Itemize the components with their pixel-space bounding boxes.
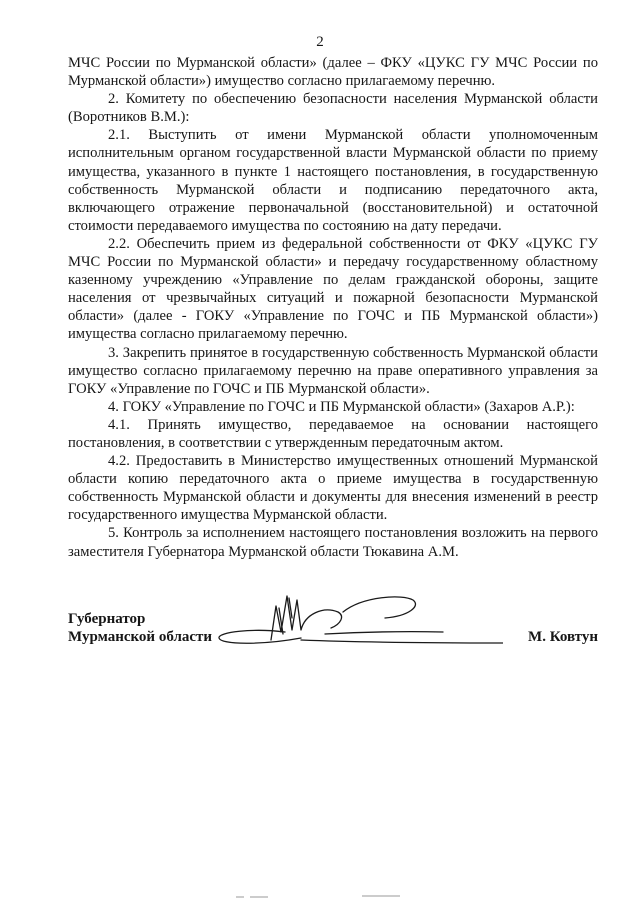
paragraph-item-3: 3. Закрепить принятое в государственную собственность Мурманской области имущество согласно прилагаемому перечню на праве оперативного управления за ГОКУ «Управление по ГОЧС и ПБ Мурманской области». <box>68 344 598 397</box>
footer-scan-marks <box>0 892 640 902</box>
paragraph-item-4-1: 4.1. Принять имущество, передаваемое на основании настоящего постановления, в соответствии с утвержденным передаточным актом. <box>68 416 598 451</box>
signature-block <box>68 610 598 670</box>
signer-title <box>68 610 212 646</box>
paragraph-continuation: МЧС России по Мурманской области» (далее – ФКУ «ЦУКС ГУ МЧС России по Мурманской области») имущество согласно прилагаемому перечню. <box>68 55 598 90</box>
paragraph-item-2-1: 2.1. Выступить от имени Мурманской области уполномоченным исполнительным органом государственной власти Мурманской области по приему имущества, указанного в пункте 1 настоящего постановления, в государственную собственность Мурманской области и подписанию передаточного акта, включающего отражение первоначальной (восстановительной) и остаточной стоимости передаваемого имущества по состоянию на дату передачи. <box>68 127 598 234</box>
paragraph-item-4: 4. ГОКУ «Управление по ГОЧС и ПБ Мурманской области» (Захаров А.Р.): <box>108 398 575 415</box>
handwritten-signature <box>213 588 503 658</box>
document-body <box>68 54 598 561</box>
signer-name: М. Ковтун <box>528 629 598 645</box>
page-number: 2 <box>316 34 324 50</box>
paragraph-item-5: 5. Контроль за исполнением настоящего постановления возложить на первого заместителя Губернатора Мурманской области Тюкавина А.М. <box>68 525 598 560</box>
paragraph-item-2-2: 2.2. Обеспечить прием из федеральной собственности от ФКУ «ЦУКС ГУ МЧС России по Мурманской области» и передачу государственному областному казенному учреждению «Управление по делам гражданской обороны, защите населения от чрезвычайных ситуаций и пожарной безопасности Мурманской области» (далее - ГОКУ «Управление по ГОЧС и ПБ Мурманской области») имущества согласно прилагаемому перечню. <box>68 235 598 343</box>
signer-title-line1: Губернатор <box>68 611 146 627</box>
paragraph-item-4-2: 4.2. Предоставить в Министерство имущественных отношений Мурманской области копию передаточного акта о приеме имущества в государственную собственность Мурманской области и документы для внесения изменений в реестр государственного имущества Мурманской области. <box>68 453 598 524</box>
paragraph-item-2: 2. Комитету по обеспечению безопасности населения Мурманской области (Воротников В.М.): <box>68 91 598 126</box>
signer-title-line2: Мурманской области <box>68 629 213 645</box>
